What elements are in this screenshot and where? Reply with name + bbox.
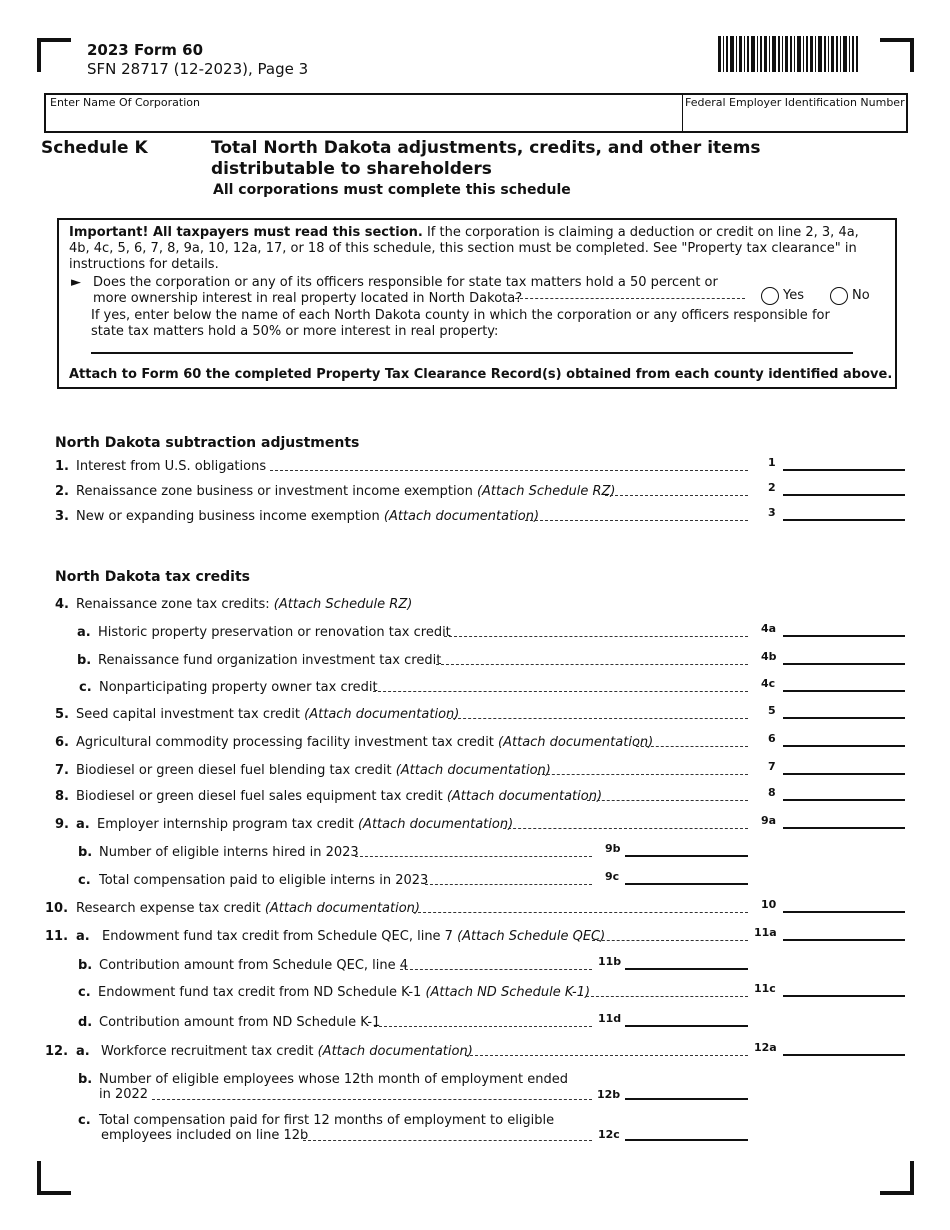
line-1 bbox=[0, 458, 950, 476]
line-code: 11d bbox=[598, 1012, 622, 1025]
line-label: Renaissance fund organization investment tax credit bbox=[98, 653, 442, 668]
line-12b-amount-field[interactable] bbox=[625, 1098, 748, 1100]
important-lead: Important! All taxpayers must read this section. bbox=[69, 225, 423, 240]
no-label: No bbox=[852, 288, 870, 303]
line-sub: a. bbox=[77, 625, 91, 640]
line-11d-amount-field[interactable] bbox=[625, 1025, 748, 1027]
important-body: If the corporation is claiming a deduction or credit on line 2, 3, 4a, 4b, 4c, 5, 6, 7, 8, 9a, 10, 12a, 17, or 18 of this schedule, this section must be completed. See "Property tax clearance" in instructions for details. bbox=[69, 225, 859, 272]
credits-heading: North Dakota tax credits bbox=[55, 569, 250, 585]
line-label: New or expanding business income exemption (Attach documentation) bbox=[76, 509, 540, 524]
line-code: 5 bbox=[768, 704, 776, 717]
line-label-cont: employees included on line 12b bbox=[101, 1128, 309, 1143]
ownership-question-text: Does the corporation or any of its officers responsible for state tax matters hold a 50 percent or more ownership interest in real property located in North Dakota? bbox=[93, 275, 718, 306]
line-label: Number of eligible interns hired in 2023 bbox=[99, 845, 359, 860]
fein-field[interactable]: Federal Employer Identification Number bbox=[685, 96, 905, 109]
line-4b-amount-field[interactable] bbox=[783, 663, 905, 665]
line-code: 11b bbox=[598, 955, 622, 968]
leader-dots bbox=[444, 636, 748, 637]
line-number: 5. bbox=[55, 707, 69, 722]
subtraction-heading: North Dakota subtraction adjustments bbox=[55, 435, 360, 451]
line-7-amount-field[interactable] bbox=[783, 773, 905, 775]
barcode-icon bbox=[718, 36, 858, 72]
line-code: 4b bbox=[761, 650, 777, 663]
line-code: 9c bbox=[605, 870, 620, 883]
leader-dots bbox=[373, 691, 748, 692]
line-sub: c. bbox=[78, 985, 91, 1000]
line-number: 3. bbox=[55, 509, 69, 524]
line-label: Workforce recruitment tax credit (Attach documentation) bbox=[101, 1044, 473, 1059]
leader-dots bbox=[400, 969, 592, 970]
line-label: Renaissance zone tax credits: (Attach Schedule RZ) bbox=[76, 597, 413, 612]
line-4a-amount-field[interactable] bbox=[783, 635, 905, 637]
line-number: 11. bbox=[45, 929, 69, 944]
line-label-cont: in 2022 bbox=[99, 1087, 149, 1102]
line-label: Research expense tax credit (Attach documentation) bbox=[76, 901, 420, 916]
line-label: Nonparticipating property owner tax credit bbox=[99, 680, 378, 695]
line-label: Agricultural commodity processing facility investment tax credit (Attach documentation) bbox=[76, 735, 654, 750]
form-title: 2023 Form 60 bbox=[87, 41, 204, 59]
line-9a bbox=[0, 816, 950, 834]
line-12a-amount-field[interactable] bbox=[783, 1054, 905, 1056]
line-code: 4a bbox=[761, 622, 777, 635]
corner-mark-top-left bbox=[37, 38, 71, 72]
leader-dots bbox=[525, 520, 748, 521]
line-label: Interest from U.S. obligations bbox=[76, 459, 267, 474]
line-10 bbox=[0, 900, 950, 918]
line-sub: b. bbox=[78, 1072, 93, 1087]
leader-dots bbox=[605, 495, 748, 496]
line-number: 12. bbox=[45, 1044, 69, 1059]
line-2 bbox=[0, 483, 950, 501]
line-sub: b. bbox=[78, 845, 93, 860]
yes-radio[interactable] bbox=[761, 287, 779, 305]
line-label: Renaissance zone business or investment income exemption (Attach Schedule RZ) bbox=[76, 484, 616, 499]
line-3-amount-field[interactable] bbox=[783, 519, 905, 521]
leader-dots bbox=[152, 1099, 592, 1100]
leader-dots bbox=[448, 718, 748, 719]
if-yes-instructions: If yes, enter below the name of each North Dakota county in which the corporation or any officers responsible for state tax matters hold a 50% or more interest in real property: bbox=[91, 308, 830, 339]
line-label: Number of eligible employees whose 12th month of employment ended bbox=[99, 1072, 568, 1087]
line-label: Endowment fund tax credit from Schedule QEC, line 7 (Attach Schedule QEC) bbox=[102, 929, 606, 944]
line-label: Historic property preservation or renovation tax credit bbox=[98, 625, 451, 640]
line-label: Total compensation paid for first 12 months of employment to eligible bbox=[99, 1113, 555, 1128]
line-12c-amount-field[interactable] bbox=[625, 1139, 748, 1141]
line-5-amount-field[interactable] bbox=[783, 717, 905, 719]
line-sub: d. bbox=[78, 1015, 93, 1030]
leader-dots bbox=[587, 800, 748, 801]
line-9c-amount-field[interactable] bbox=[625, 883, 748, 885]
line-9b bbox=[0, 844, 950, 862]
line-code: 9a bbox=[761, 814, 777, 827]
leader-dots bbox=[374, 1026, 592, 1027]
yes-label: Yes bbox=[783, 288, 804, 303]
line-5 bbox=[0, 706, 950, 724]
corner-mark-bottom-right bbox=[880, 1161, 914, 1195]
line-sub: a. bbox=[76, 929, 90, 944]
line-label: Total compensation paid to eligible interns in 2023 bbox=[99, 873, 429, 888]
corner-mark-top-right bbox=[880, 38, 914, 72]
leader-dots bbox=[413, 912, 748, 913]
line-code: 6 bbox=[768, 732, 776, 745]
corporation-name-box bbox=[44, 93, 908, 133]
county-input-line[interactable] bbox=[91, 352, 853, 354]
schedule-label: Schedule K bbox=[41, 138, 148, 158]
leader-dots bbox=[270, 470, 748, 471]
line-11c-amount-field[interactable] bbox=[783, 995, 905, 997]
line-10-amount-field[interactable] bbox=[783, 911, 905, 913]
arrow-icon: ► bbox=[71, 275, 81, 290]
line-6 bbox=[0, 734, 950, 752]
line-number: 7. bbox=[55, 763, 69, 778]
line-code: 12a bbox=[754, 1041, 777, 1054]
line-label: Seed capital investment tax credit (Attach documentation) bbox=[76, 707, 460, 722]
line-12c bbox=[0, 1113, 950, 1147]
line-9c bbox=[0, 872, 950, 890]
leader-dots bbox=[636, 746, 748, 747]
schedule-title: Total North Dakota adjustments, credits, and other items distributable to shareholders bbox=[211, 138, 761, 179]
line-number: 8. bbox=[55, 789, 69, 804]
important-text bbox=[69, 225, 881, 273]
important-section bbox=[57, 218, 897, 389]
leader-dots bbox=[503, 828, 748, 829]
line-number: 6. bbox=[55, 735, 69, 750]
line-11b bbox=[0, 957, 950, 975]
line-number: 10. bbox=[45, 901, 69, 916]
line-number: 9. bbox=[55, 817, 69, 832]
line-label: Employer internship program tax credit (Attach documentation) bbox=[97, 817, 514, 832]
corner-mark-bottom-left bbox=[37, 1161, 71, 1195]
leader-dots bbox=[537, 774, 748, 775]
line-1-amount-field[interactable] bbox=[783, 469, 905, 471]
line-4 bbox=[0, 596, 950, 614]
line-11c bbox=[0, 984, 950, 1002]
line-code: 12c bbox=[598, 1128, 620, 1141]
leader-dots bbox=[425, 884, 592, 885]
leader-dots bbox=[355, 856, 592, 857]
line-code: 11a bbox=[754, 926, 777, 939]
line-label: Endowment fund tax credit from ND Schedule K-1 (Attach ND Schedule K-1) bbox=[98, 985, 591, 1000]
line-12b bbox=[0, 1072, 950, 1106]
line-code: 2 bbox=[768, 481, 776, 494]
attach-note: Attach to Form 60 the completed Property Tax Clearance Record(s) obtained from each county identified above. bbox=[69, 367, 893, 382]
line-4c-amount-field[interactable] bbox=[783, 690, 905, 692]
line-code: 8 bbox=[768, 786, 776, 799]
line-6-amount-field[interactable] bbox=[783, 745, 905, 747]
line-sub: b. bbox=[77, 653, 92, 668]
line-sub: a. bbox=[76, 817, 90, 832]
line-11b-amount-field[interactable] bbox=[625, 968, 748, 970]
line-4c bbox=[0, 679, 950, 697]
line-3 bbox=[0, 508, 950, 526]
line-code: 12b bbox=[597, 1088, 621, 1101]
question-leader-dots bbox=[515, 298, 745, 299]
line-code: 1 bbox=[768, 456, 776, 469]
line-code: 4c bbox=[761, 677, 776, 690]
line-number: 1. bbox=[55, 459, 69, 474]
line-11a bbox=[0, 928, 950, 946]
line-label: Contribution amount from ND Schedule K-1 bbox=[99, 1015, 381, 1030]
leader-dots bbox=[465, 1055, 748, 1056]
line-code: 7 bbox=[768, 760, 776, 773]
line-8-amount-field[interactable] bbox=[783, 799, 905, 801]
line-11a-amount-field[interactable] bbox=[783, 939, 905, 941]
line-code: 3 bbox=[768, 506, 776, 519]
line-label: Contribution amount from Schedule QEC, line 4 bbox=[99, 958, 409, 973]
line-7 bbox=[0, 762, 950, 780]
no-radio[interactable] bbox=[830, 287, 848, 305]
schedule-subtitle: All corporations must complete this schedule bbox=[213, 182, 571, 198]
line-code: 11c bbox=[754, 982, 776, 995]
line-code: 10 bbox=[761, 898, 777, 911]
leader-dots bbox=[592, 940, 748, 941]
leader-dots bbox=[436, 664, 748, 665]
form-sfn: SFN 28717 (12-2023), Page 3 bbox=[87, 60, 309, 78]
line-sub: a. bbox=[76, 1044, 90, 1059]
line-9a-amount-field[interactable] bbox=[783, 827, 905, 829]
line-9b-amount-field[interactable] bbox=[625, 855, 748, 857]
line-number: 2. bbox=[55, 484, 69, 499]
line-label: Biodiesel or green diesel fuel blending tax credit (Attach documentation) bbox=[76, 763, 551, 778]
line-12a bbox=[0, 1043, 950, 1061]
line-4b bbox=[0, 652, 950, 670]
line-code: 9b bbox=[605, 842, 621, 855]
line-sub: c. bbox=[79, 680, 92, 695]
corporation-name-field[interactable]: Enter Name Of Corporation bbox=[50, 96, 200, 109]
line-8 bbox=[0, 788, 950, 806]
leader-dots bbox=[586, 996, 748, 997]
line-label: Biodiesel or green diesel fuel sales equipment tax credit (Attach documentation) bbox=[76, 789, 603, 804]
line-number: 4. bbox=[55, 597, 69, 612]
line-2-amount-field[interactable] bbox=[783, 494, 905, 496]
line-11d bbox=[0, 1014, 950, 1032]
line-sub: c. bbox=[78, 873, 91, 888]
line-4a bbox=[0, 624, 950, 642]
line-sub: c. bbox=[78, 1113, 91, 1128]
line-sub: b. bbox=[78, 958, 93, 973]
leader-dots bbox=[303, 1140, 592, 1141]
